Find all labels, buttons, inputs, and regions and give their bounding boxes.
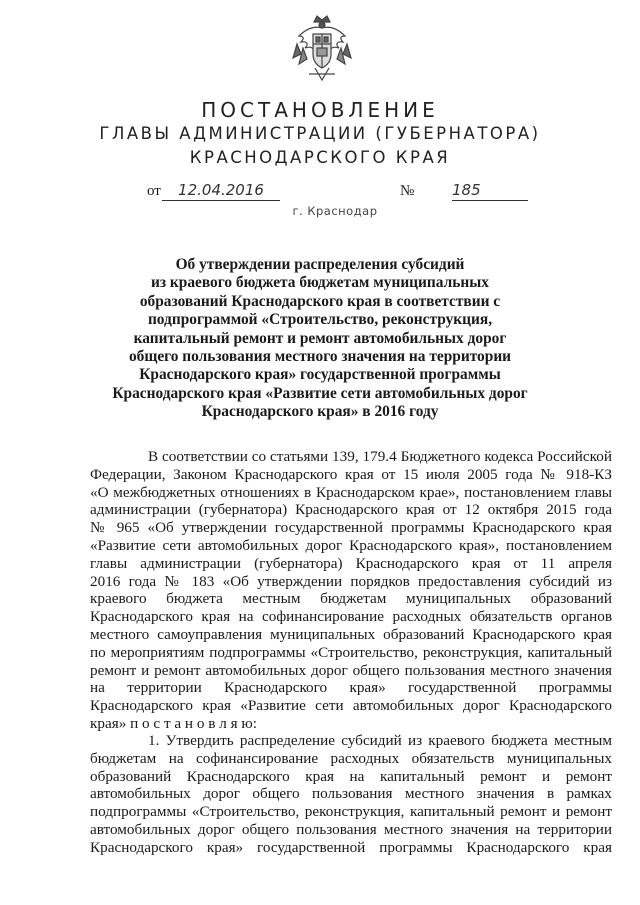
item1-line: бюджетам на софинансирование расходных обязательств муниципальных [90,749,612,767]
doc-title-line: капитальный ремонт и ремонт автомобильных дорог [133,329,507,347]
coat-of-arms-emblem [287,14,357,84]
preamble-line: «Развитие сети автомобильных дорог Краснодарского края», постановлением [90,536,612,554]
doc-title-line: Краснодарского края «Развитие сети автомобильных дорог [112,384,528,402]
city-label: г. Краснодар [292,204,378,218]
preamble-line: Краснодарского края на софинансирование расходных обязательств органов [90,608,612,626]
preamble-line: Краснодарского края «Развитие сети автомобильных дорог Краснодарского [90,697,612,715]
number-prefix: № [400,183,415,199]
document-heading [0,256,640,422]
doc-title-line: из краевого бюджета бюджетам муниципальных [151,274,489,292]
item1-line: образований Краснодарского края на капитальный ремонт и ремонт [90,767,612,785]
preamble-line: В соответствии со статьями 139, 179.4 Бюджетного кодекса Российской [148,448,612,465]
preamble-paragraph [90,448,612,733]
item1-line: автомобильных дорог общего пользования местного значения в рамках [90,785,612,803]
item1-line: подпрограммы «Строительство, реконструкция, капитальный ремонт и ремонт [90,803,612,821]
preamble-line: главы администрации (губернатора) Краснодарского края от 11 апреля [90,554,612,572]
preamble-line: на территории Краснодарского края» государственной программы [90,679,612,697]
doc-title-line: Краснодарского края» государственной программы [139,366,501,384]
document-number: 185 [452,180,528,201]
date-number-line [0,180,640,204]
region-subtitle: КРАСНОДАРСКОГО КРАЯ [189,148,451,167]
preamble-line: № 965 «Об утверждении государственной программы Краснодарского края [90,519,612,537]
doc-title-line: подпрограммой «Строительство, реконструкция, [147,311,493,329]
item1-line: Краснодарского края» государственной программы Краснодарского края [90,838,612,856]
date-prefix: от [147,183,161,199]
issuer-subtitle: ГЛАВЫ АДМИНИСТРАЦИИ (ГУБЕРНАТОРА) [99,124,541,143]
doc-title-line: общего пользования местного значения на территории [128,348,512,366]
document-type-title: ПОСТАНОВЛЕНИЕ [201,98,439,122]
preamble-line: ремонт и ремонт автомобильных дорог общего пользования местного значения [90,661,612,679]
preamble-line: администрации (губернатора) Краснодарского края от 12 октября 2015 года [90,501,612,519]
preamble-line: по мероприятиям подпрограммы «Строительство, реконструкция, капитальный [90,643,612,661]
doc-title-line: Об утверждении распределения субсидий [175,256,465,273]
preamble-line: Федерации, Законом Краснодарского края от 15 июля 2005 года № 918-КЗ [90,465,612,483]
preamble-line: края» п о с т а н о в л я ю: [90,714,257,732]
doc-title-line: Краснодарского края» в 2016 году [201,403,439,421]
preamble-line: «О межбюджетных отношениях в Краснодарском крае», постановлением главы [90,483,612,501]
doc-title-line: образований Краснодарского края в соответствии с [139,292,501,310]
preamble-line: краевого бюджета местным бюджетам муниципальных образований [90,590,612,608]
item-1-paragraph [90,732,612,857]
preamble-line: местного самоуправления муниципальных образований Краснодарского края [90,625,612,643]
item1-line: автомобильных дорог общего пользования местного значения на территории [90,820,612,838]
preamble-line: 2016 года № 183 «Об утверждении порядков предоставления субсидий из [90,572,612,590]
document-date: 12.04.2016 [162,180,280,201]
item1-line: 1. Утвердить распределение субсидий из краевого бюджета местным [148,732,612,749]
